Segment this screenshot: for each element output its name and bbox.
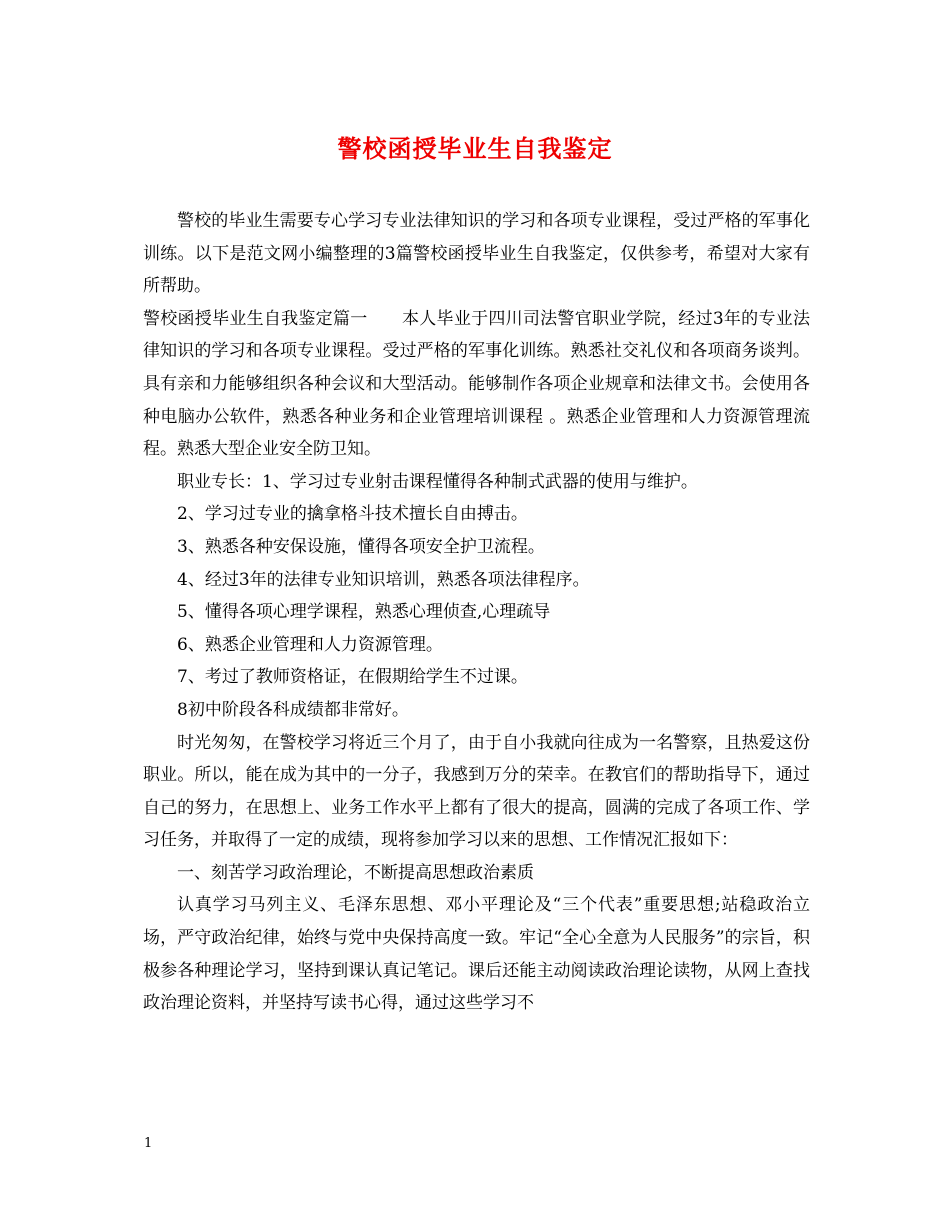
list-item: 6、熟悉企业管理和人力资源管理。 bbox=[177, 634, 443, 655]
page-number: 1 bbox=[144, 1136, 153, 1151]
document-title: 警校函授毕业生自我鉴定 bbox=[337, 134, 613, 163]
paragraph-study-summary: 时光匆匆，在警校学习将近三个月了，由于自小我就向往成为一名警察，且热爱这份职业。所以，能在成为其中的一分子，我感到万分的荣幸。在教官们的帮助指导下，通过自己的努力，在思想上、业务工作水平上都有了很大的提高，圆满的完成了各项工作、学习任务，并取得了一定的成绩，现将参加学习以来的思想、工作情况汇报如下： bbox=[143, 732, 810, 851]
paragraph-intro: 警校的毕业生需要专心学习专业法律知识的学习和各项专业课程，受过严格的军事化训练。以下是范文网小编整理的3篇警校函授毕业生自我鉴定，仅供参考，希望对大家有所帮助。 bbox=[143, 211, 810, 297]
list-item: 5、懂得各项心理学课程，熟悉心理侦查,心理疏导 bbox=[177, 602, 551, 623]
list-item: 2、学习过专业的擒拿格斗技术擅长自由搏击。 bbox=[177, 504, 528, 525]
document-body bbox=[143, 205, 810, 1020]
paragraph-political-study: 认真学习马列主义、毛泽东思想、邓小平理论及“三个代表”重要思想;站稳政治立场，严守政治纪律，始终与党中央保持高度一致。牢记“全心全意为人民服务”的宗旨，积极参各种理论学习，坚持到课认真记笔记。课后还能主动阅读政治理论读物，从网上查找政治理论资料，并坚持写读书心得，通过这些学习不 bbox=[143, 895, 810, 1014]
list-item: 8初中阶段各科成绩都非常好。 bbox=[177, 699, 409, 720]
paragraph-specialty: 职业专长：1、学习过专业射击课程懂得各种制式武器的使用与维护。 bbox=[177, 471, 698, 492]
list-item: 7、考过了教师资格证，在假期给学生不过课。 bbox=[177, 667, 528, 688]
section-heading: 一、刻苦学习政治理论，不断提高思想政治素质 bbox=[177, 862, 534, 883]
paragraph-section-one: 警校函授毕业生自我鉴定篇一 本人毕业于四川司法警官职业学院，经过3年的专业法律知识的学习和各项专业课程。受过严格的军事化训练。熟悉社交礼仪和各项商务谈判。具有亲和力能够组织各种会议和大型活动。能够制作各项企业规章和法律文书。会使用各种电脑办公软件，熟悉各种业务和企业管理培训课程 。熟悉企业管理和人力资源管理流程。熟悉大型企业安全防卫知。 bbox=[143, 308, 810, 460]
list-item: 4、经过3年的法律专业知识培训，熟悉各项法律程序。 bbox=[177, 569, 590, 590]
list-item: 3、熟悉各种安保设施，懂得各项安全护卫流程。 bbox=[177, 536, 545, 557]
